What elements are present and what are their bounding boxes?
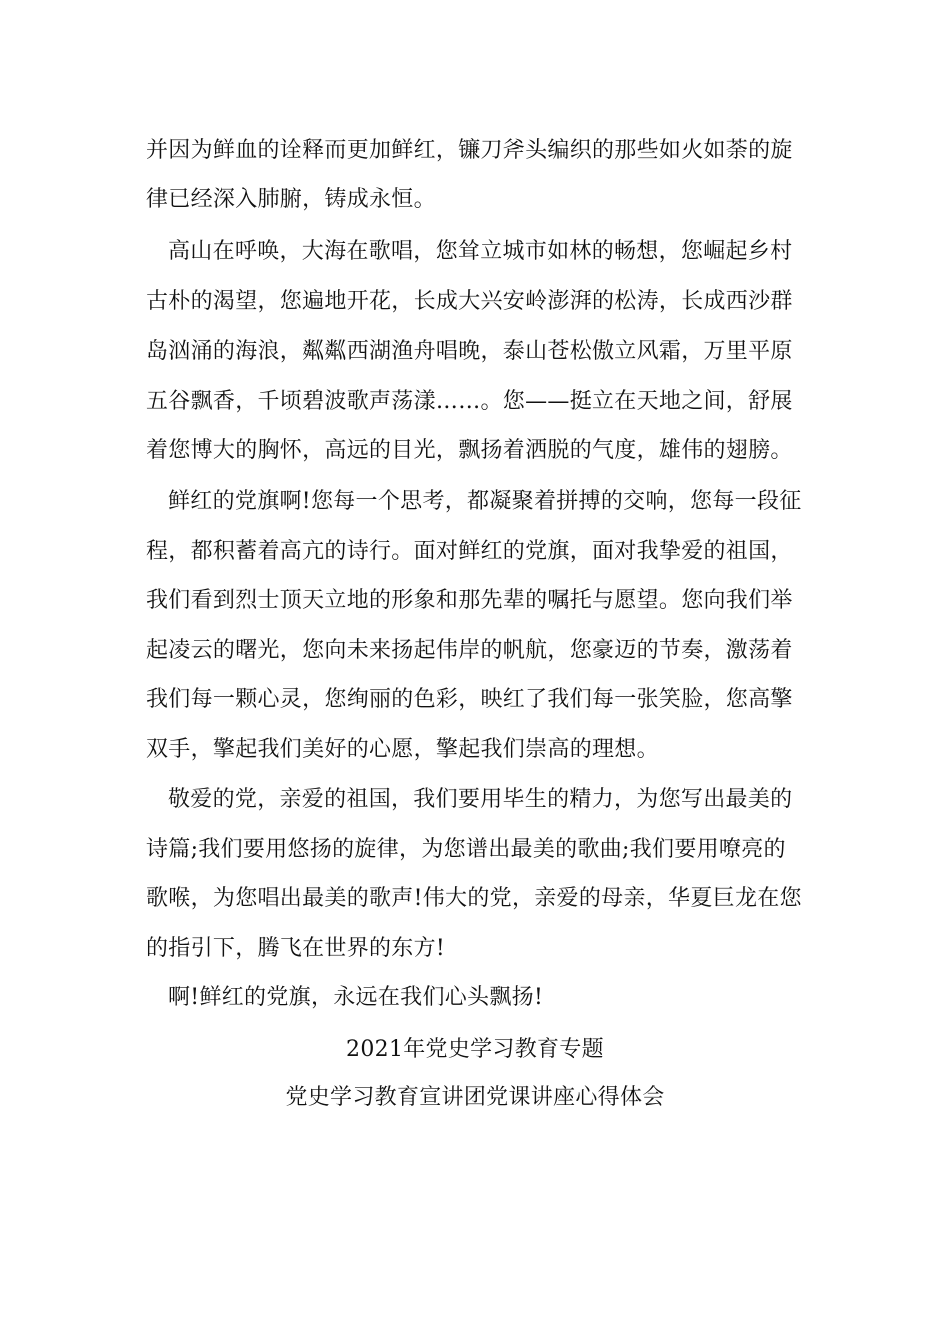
body-line: 诗篇;我们要用悠扬的旋律，为您谱出最美的歌曲;我们要用嘹亮的	[146, 837, 786, 862]
body-line: 我们看到烈士顶天立地的形象和那先辈的嘱托与愿望。您向我们举	[146, 588, 793, 613]
body-line: 着您博大的胸怀，高远的目光，飘扬着洒脱的气度，雄伟的翅膀。	[146, 438, 793, 463]
footer-title-year: 2021年党史学习教育专题	[346, 1037, 604, 1062]
body-line: 五谷飘香，千顷碧波歌声荡漾……。您——挺立在天地之间，舒展	[146, 389, 793, 414]
paragraph-start-line: 鲜红的党旗啊!您每一个思考，都凝聚着拼搏的交响，您每一段征	[168, 489, 802, 514]
paragraph-start-line: 啊!鲜红的党旗，永远在我们心头飘扬!	[168, 985, 544, 1010]
body-line: 双手，擎起我们美好的心愿，擎起我们崇高的理想。	[146, 737, 659, 762]
body-line: 程，都积蓄着高亢的诗行。面对鲜红的党旗，面对我挚爱的祖国，	[146, 539, 793, 564]
paragraph-start-line: 高山在呼唤，大海在歌唱，您耸立城市如林的畅想，您崛起乡村	[168, 239, 793, 264]
body-line: 律已经深入肺腑，铸成永恒。	[146, 187, 436, 212]
footer-title-subject: 党史学习教育宣讲团党课讲座心得体会	[285, 1085, 665, 1110]
body-line: 起凌云的曙光，您向未来扬起伟岸的帆航，您豪迈的节奏，激荡着	[146, 638, 793, 663]
body-line: 我们每一颗心灵，您绚丽的色彩，映红了我们每一张笑脸，您高擎	[146, 687, 793, 712]
body-line: 古朴的渴望，您遍地开花，长成大兴安岭澎湃的松涛，长成西沙群	[146, 289, 793, 314]
body-line: 歌喉，为您唱出最美的歌声!伟大的党，亲爱的母亲，华夏巨龙在您	[146, 886, 802, 911]
body-line: 岛汹涌的海浪，粼粼西湖渔舟唱晚，泰山苍松傲立风霜，万里平原	[146, 339, 793, 364]
paragraph-start-line: 敬爱的党，亲爱的祖国，我们要用毕生的精力，为您写出最美的	[168, 787, 793, 812]
body-line: 的指引下，腾飞在世界的东方!	[146, 936, 446, 961]
body-line: 并因为鲜血的诠释而更加鲜红，镰刀斧头编织的那些如火如荼的旋	[146, 138, 793, 163]
